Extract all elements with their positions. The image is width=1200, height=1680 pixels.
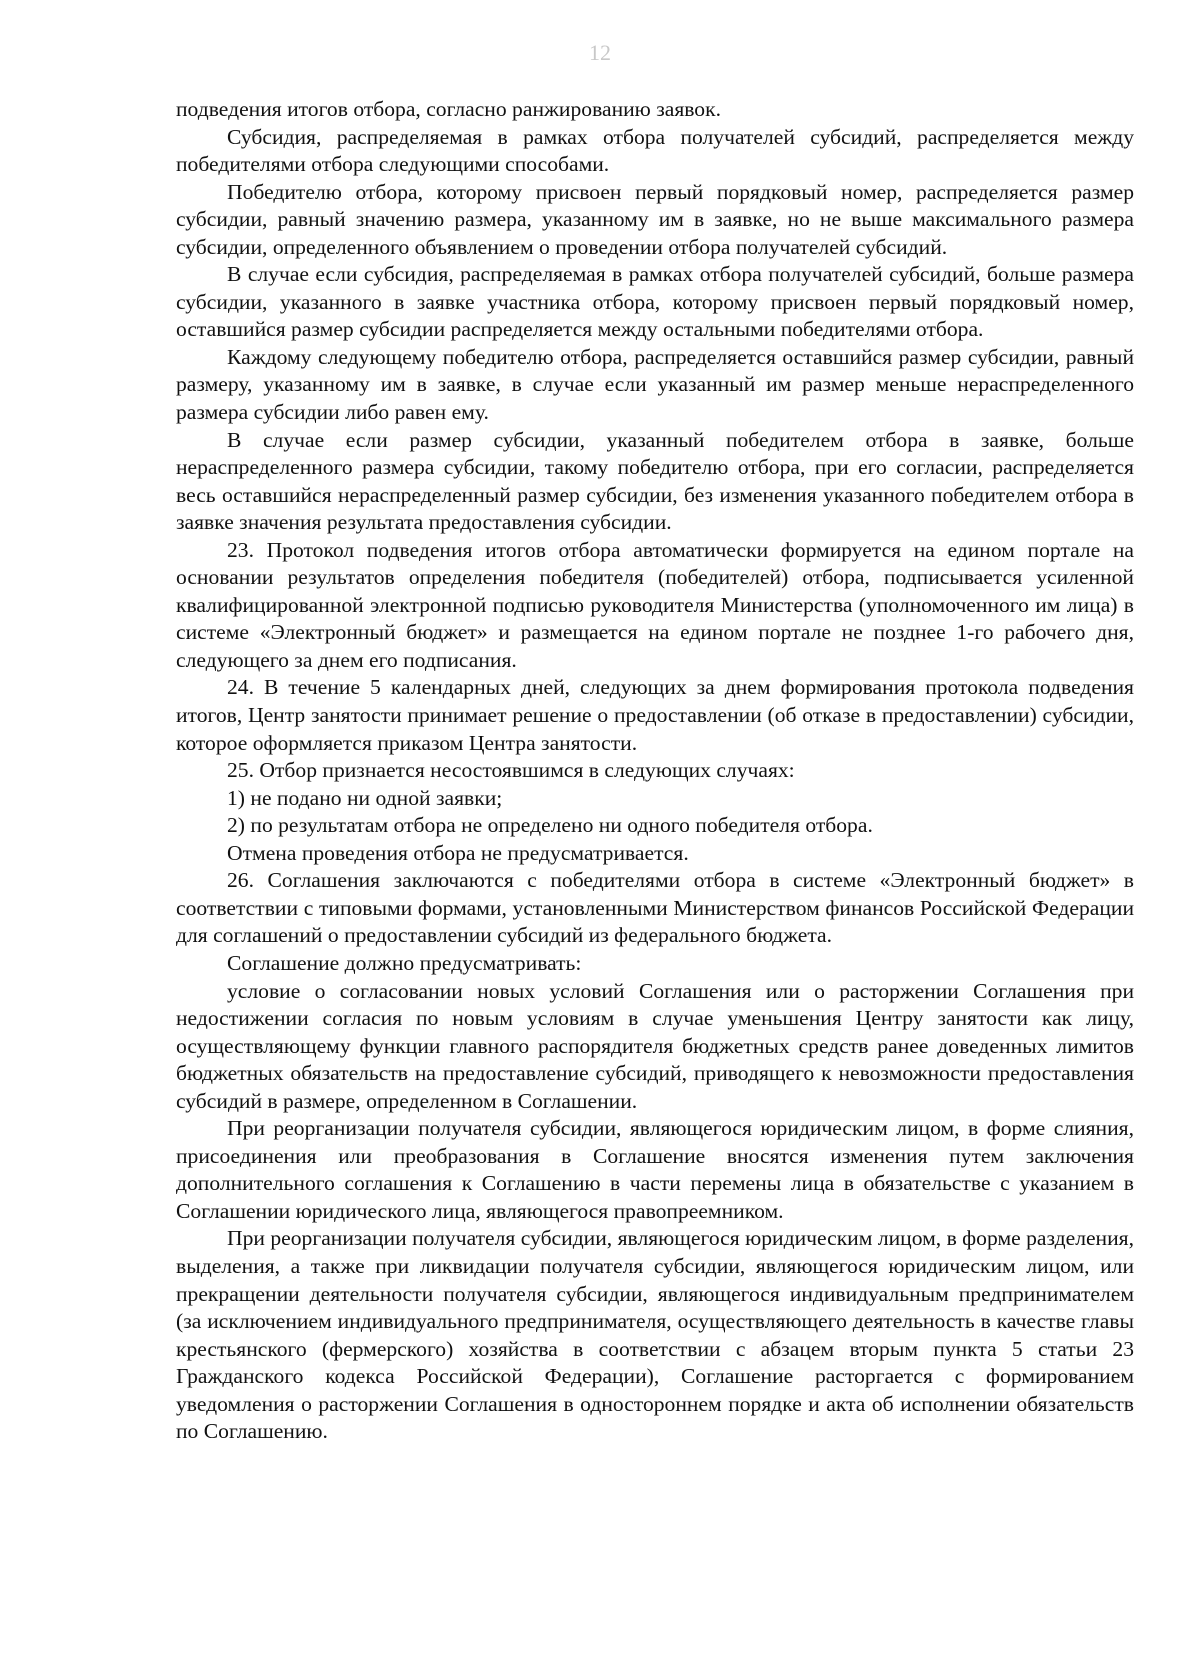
paragraph: 26. Соглашения заключаются с победителями отбора в системе «Электронный бюджет» в соответствии с типовыми формами, установленными Министерством финансов Российской Федерации для соглашений о предоставлении субсидий из федерального бюджета. (176, 868, 1134, 948)
paragraph: Субсидия, распределяемая в рамках отбора получателей субсидий, распределяется между победителями отбора следующими способами. (176, 124, 1134, 177)
paragraph: Соглашение должно предусматривать: (227, 950, 582, 975)
paragraph: Каждому следующему победителю отбора, распределяется оставшийся размер субсидии, равный размеру, указанному им в заявке, в случае если указанный им размер меньше нераспределенного размера субсидии либо равен ему. (176, 344, 1134, 425)
paragraph: 1) не подано ни одной заявки; (227, 785, 503, 810)
paragraph: Отмена проведения отбора не предусматривается. (227, 840, 689, 865)
paragraph: 23. Протокол подведения итогов отбора автоматически формируется на едином портале на основании результатов определения победителя (победителей) отбора, подписывается усиленной квалифицированной электронной подписью руководителя Министерства (уполномоченного им лица) в системе «Электронный бюджет» и размещается на едином портале не позднее 1-го рабочего дня, следующего за днем его подписания. (176, 537, 1134, 672)
paragraph: 2) по результатам отбора не определено ни одного победителя отбора. (227, 813, 873, 838)
page-number: 12 (589, 40, 611, 65)
paragraph: При реорганизации получателя субсидии, являющегося юридическим лицом, в форме слияния, присоединения или преобразования в Соглашение вносятся изменения путем заключения дополнительного соглашения к Соглашению в части перемены лица в обязательстве с указанием в Соглашении юридического лица, являющегося правопреемником. (176, 1116, 1134, 1223)
document-body (176, 96, 1134, 1446)
paragraph: 24. В течение 5 календарных дней, следующих за днем формирования протокола подведения итогов, Центр занятости принимает решение о предоставлении (об отказе в предоставлении) субсидии, которое оформляется приказом Центра занятости. (176, 675, 1134, 755)
paragraph: 25. Отбор признается несостоявшимся в следующих случаях: (227, 758, 795, 783)
paragraph: В случае если размер субсидии, указанный победителем отбора в заявке, больше нераспределенного размера субсидии, такому победителю отбора, при его согласии, распределяется весь оставшийся нераспределенный размер субсидии, без изменения указанного победителем отбора в заявке значения результата предоставления субсидии. (176, 427, 1134, 535)
paragraph: При реорганизации получателя субсидии, являющегося юридическим лицом, в форме разделения, выделения, а также при ликвидации получателя субсидии, являющегося юридическим лицом, или прекращении деятельности получателя субсидии, являющегося индивидуальным предпринимателем (за исключением индивидуального предпринимателя, осуществляющего деятельность в качестве главы крестьянского (фермерского) хозяйства в соответствии с абзацем вторым пункта 5 статьи 23 Гражданского кодекса Российской Федерации), Соглашение расторгается с формированием уведомления о расторжении Соглашения в одностороннем порядке и акта об исполнении обязательств по Соглашению. (176, 1226, 1134, 1444)
paragraph: В случае если субсидия, распределяемая в рамках отбора получателей субсидий, больше размера субсидии, указанного в заявке участника отбора, которому присвоен первый порядковый номер, оставшийся размер субсидии распределяется между остальными победителями отбора. (176, 262, 1134, 342)
paragraph: условие о согласовании новых условий Соглашения или о расторжении Соглашения при недостижении согласия по новым условиям в случае уменьшения Центру занятости как лицу, осуществляющему функции главного распорядителя бюджетных средств ранее доведенных лимитов бюджетных обязательств на предоставление субсидий, приводящего к невозможности предоставления субсидий в размере, определенном в Соглашении. (176, 978, 1134, 1113)
paragraph: подведения итогов отбора, согласно ранжированию заявок. (176, 97, 721, 121)
paragraph: Победителю отбора, которому присвоен первый порядковый номер, распределяется размер субсидии, равный значению размера, указанному им в заявке, но не выше максимального размера субсидии, определенного объявлением о проведении отбора получателей субсидий. (176, 179, 1134, 259)
